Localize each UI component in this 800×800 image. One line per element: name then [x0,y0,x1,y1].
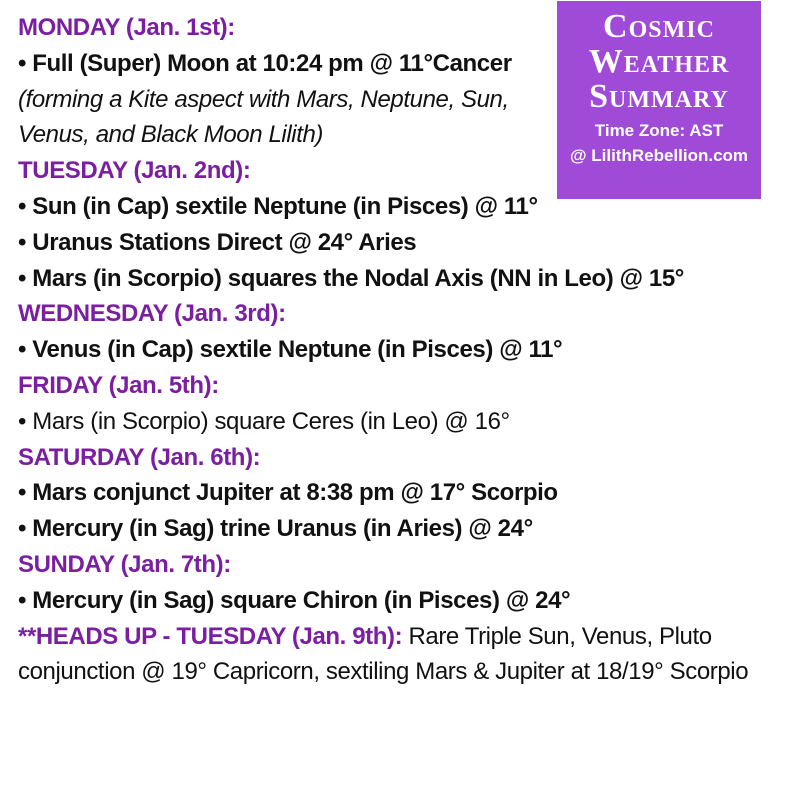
friday-item-1: • Mars (in Scorpio) square Ceres (in Leo) @ 16° [18,407,510,435]
badge-title-line-2: Weather [588,43,730,80]
heads-up-text-1: Rare Triple Sun, Venus, Pluto [402,622,712,650]
wednesday-heading: WEDNESDAY (Jan. 3rd): [18,300,286,328]
monday-heading: MONDAY (Jan. 1st): [18,14,235,41]
monday-item-1: • Full (Super) Moon at 10:24 pm @ 11°Cancer [18,49,512,77]
badge-title-line-1: Cosmic [603,8,715,45]
monday-note-line-2: Venus, and Black Moon Lilith) [18,121,324,149]
monday-note-line-1: (forming a Kite aspect with Mars, Neptune, Sun, [18,85,509,113]
tuesday-item-2: • Uranus Stations Direct @ 24° Aries [18,228,417,256]
saturday-item-1: • Mars conjunct Jupiter at 8:38 pm @ 17° Scorpio [18,479,558,507]
sunday-item-1: • Mercury (in Sag) square Chiron (in Pisces) @ 24° [18,586,571,614]
wednesday-item-1: • Venus (in Cap) sextile Neptune (in Pisces) @ 11° [18,336,563,364]
tuesday-heading: TUESDAY (Jan. 2nd): [18,157,251,185]
tuesday-item-3: • Mars (in Scorpio) squares the Nodal Axis (NN in Leo) @ 15° [18,264,684,292]
sunday-heading: SUNDAY (Jan. 7th): [18,550,231,578]
heads-up-line-1 [18,619,798,655]
saturday-heading: SATURDAY (Jan. 6th): [18,443,261,471]
badge-site: @ LilithRebellion.com [569,146,749,165]
cosmic-weather-badge [557,1,761,199]
heads-up-text-2: conjunction @ 19° Capricorn, sextiling Mars & Jupiter at 18/19° Scorpio [18,658,749,686]
badge-title-line-3: Summary [589,78,729,115]
badge-timezone: Time Zone: AST [594,121,724,140]
heads-up-label: **HEADS UP - TUESDAY (Jan. 9th): [18,622,403,650]
friday-heading: FRIDAY (Jan. 5th): [18,371,219,399]
tuesday-item-1: • Sun (in Cap) sextile Neptune (in Pisces) @ 11° [18,192,538,220]
saturday-item-2: • Mercury (in Sag) trine Uranus (in Aries) @ 24° [18,515,533,543]
